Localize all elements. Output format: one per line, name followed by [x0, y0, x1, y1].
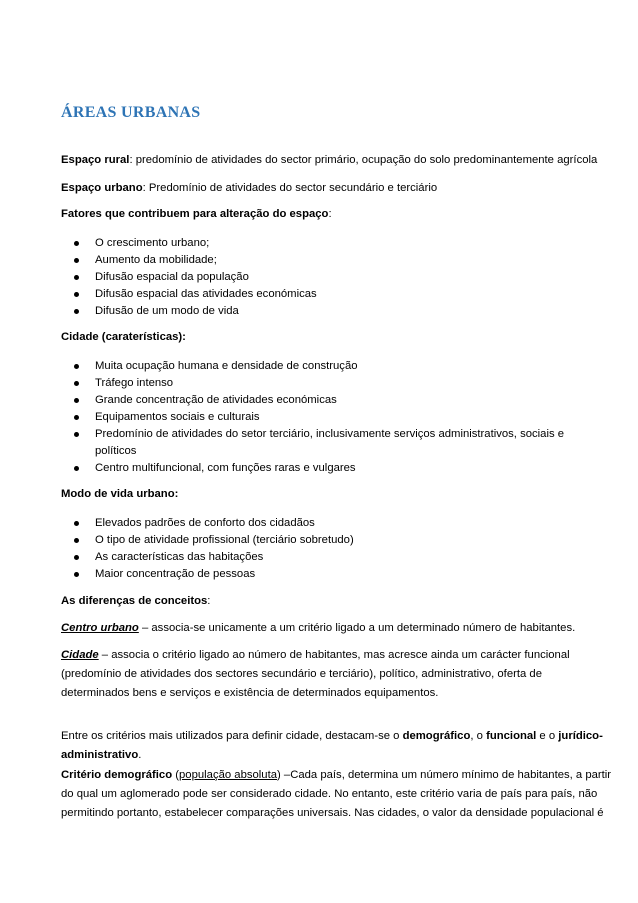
- demographic-text-line-1: –Cada país, determina um número mínimo de habitantes, a partir: [280, 769, 612, 781]
- list-item: Aumento da mobilidade;: [0, 252, 317, 269]
- factors-title: Fatores que contribuem para alteração do espaço: [61, 208, 329, 220]
- city-definition: [61, 646, 583, 703]
- list-item: Grande concentração de atividades económicas: [0, 392, 564, 409]
- list-item: Difusão espacial das atividades económicas: [0, 286, 317, 303]
- factors-heading: [61, 208, 332, 220]
- rural-definition: [61, 154, 597, 166]
- list-item: Muita ocupação humana e densidade de construção: [0, 358, 564, 375]
- urban-text: : Predomínio de atividades do sector secundário e terciário: [142, 182, 438, 194]
- list-item: Maior concentração de pessoas: [0, 566, 354, 583]
- urban-lifestyle-list: [0, 515, 354, 583]
- criteria-paragraph: [61, 727, 603, 765]
- paren-open: (: [172, 769, 180, 781]
- criteria-intro: Entre os critérios mais utilizados para definir cidade, destacam-se o: [61, 730, 403, 742]
- urban-center-term: Centro urbano: [61, 622, 139, 634]
- list-item: Predomínio de atividades do setor terciário, inclusivamente serviços administrativos, sociais e: [0, 426, 564, 443]
- rural-text: : predomínio de atividades do sector primário, ocupação do solo predominantemente agrícola: [129, 154, 598, 166]
- criteria-administrative: administrativo: [61, 749, 139, 761]
- city-characteristics-list: [0, 358, 564, 477]
- differences-title: As diferenças de conceitos: [61, 595, 208, 607]
- demographic-criterion-paragraph: [61, 766, 612, 823]
- demographic-text-line-2: do qual um aglomerado pode ser considerado cidade. No entanto, este critério varia de país para país, não: [61, 788, 598, 800]
- list-item: As características das habitações: [0, 549, 354, 566]
- criteria-end: .: [138, 749, 142, 761]
- list-item: Tráfego intenso: [0, 375, 564, 392]
- list-item: Equipamentos sociais e culturais: [0, 409, 564, 426]
- list-item: O tipo de atividade profissional (terciário sobretudo): [0, 532, 354, 549]
- factors-list: [0, 235, 317, 320]
- city-text-line-2: (predomínio de atividades dos sectores secundário e terciário), político, administrativo, oferta de: [61, 668, 542, 680]
- rural-term: Espaço rural: [61, 154, 130, 166]
- city-term: Cidade: [61, 649, 99, 661]
- city-text-line-1: – associa o critério ligado ao número de habitantes, mas acresce ainda um carácter funcional: [98, 649, 570, 661]
- criteria-juridical: jurídico-: [558, 730, 603, 742]
- city-text-line-3: determinados bens e serviços e existência de determinados equipamentos.: [61, 687, 439, 699]
- list-item: Difusão de um modo de vida: [0, 303, 317, 320]
- list-item: O crescimento urbano;: [0, 235, 317, 252]
- differences-heading: [61, 595, 210, 607]
- urban-definition: [61, 182, 437, 194]
- demographic-criterion-term: Critério demográfico: [61, 769, 173, 781]
- paren-close: ): [277, 769, 281, 781]
- city-characteristics-title: Cidade (caraterísticas):: [61, 331, 186, 343]
- urban-center-text: – associa-se unicamente a um critério ligado a um determinado número de habitantes.: [138, 622, 576, 634]
- page-title: ÁREAS URBANAS: [61, 104, 201, 121]
- absolute-population-link[interactable]: população absoluta: [179, 769, 278, 781]
- list-item: Elevados padrões de conforto dos cidadãos: [0, 515, 354, 532]
- urban-center-definition: [61, 622, 575, 634]
- differences-colon: :: [207, 595, 211, 607]
- list-item: Difusão espacial da população: [0, 269, 317, 286]
- criteria-separator: , o: [470, 730, 487, 742]
- list-item-continuation: políticos: [95, 445, 137, 457]
- criteria-separator: e o: [536, 730, 559, 742]
- criteria-demographic: demográfico: [402, 730, 471, 742]
- criteria-functional: funcional: [486, 730, 537, 742]
- urban-term: Espaço urbano: [61, 182, 143, 194]
- factors-colon: :: [328, 208, 332, 220]
- demographic-text-line-3: permitindo portanto, estabelecer comparações universais. Nas cidades, o valor da densidade populacional é: [61, 807, 604, 819]
- list-item: Centro multifuncional, com funções raras e vulgares: [0, 460, 564, 477]
- urban-lifestyle-title: Modo de vida urbano:: [61, 488, 179, 500]
